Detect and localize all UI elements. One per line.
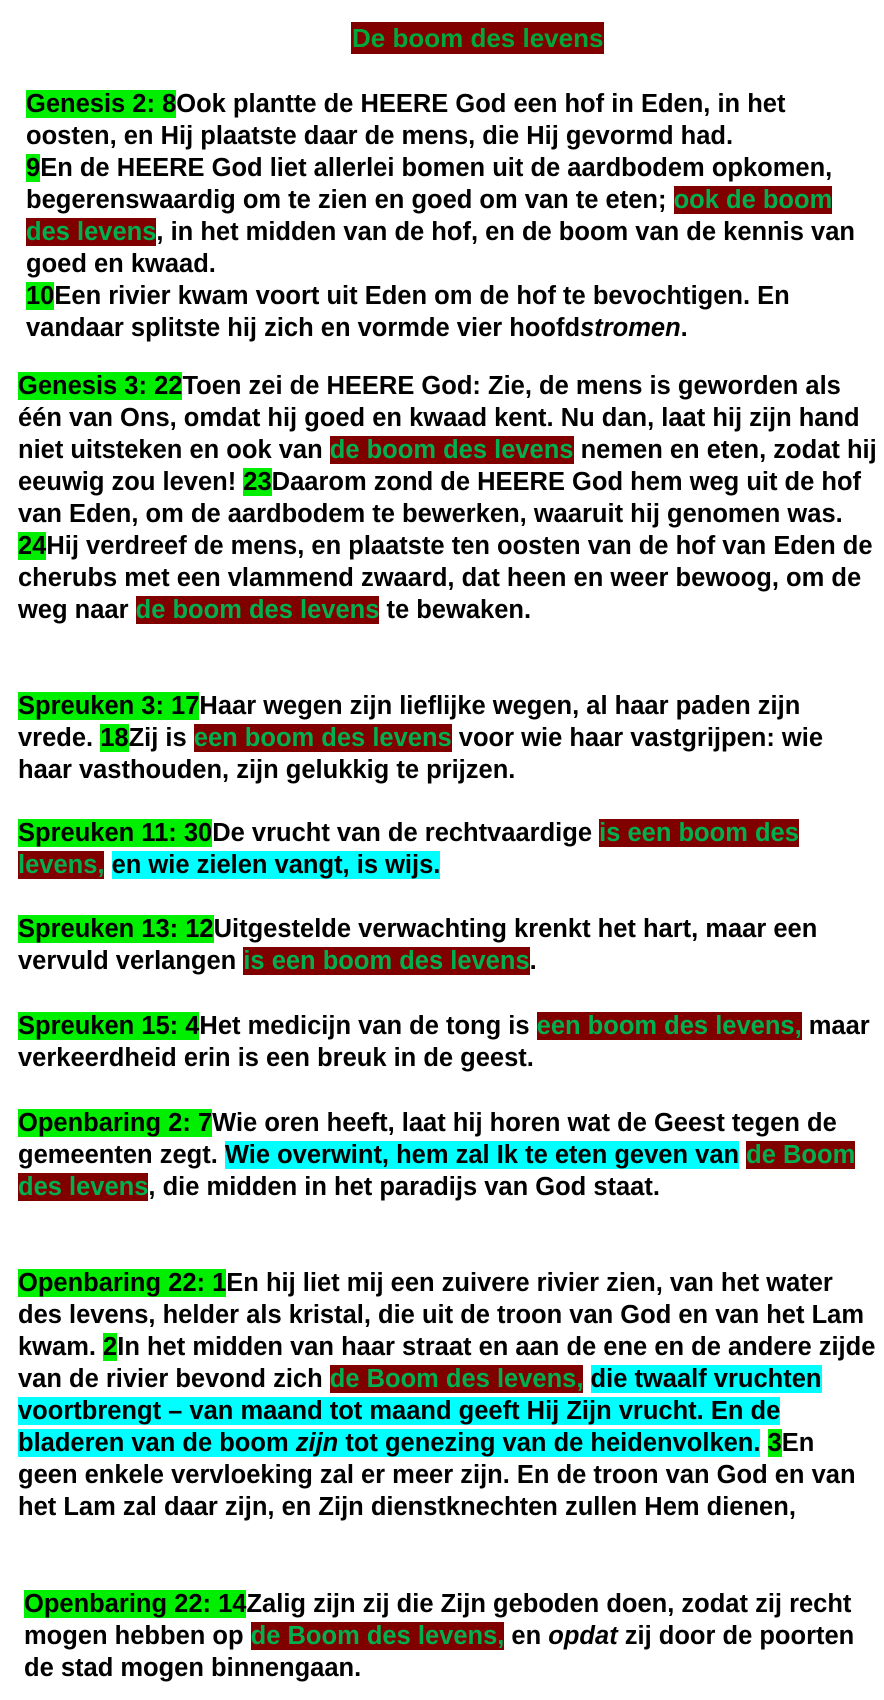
verse-number: 3	[767, 1429, 782, 1457]
tree-of-life-highlight: de boom des levens	[329, 436, 574, 464]
tree-of-life-highlight: een boom des levens	[193, 724, 452, 752]
page-title: De boom des levens	[352, 23, 604, 53]
verse-text	[760, 1429, 767, 1457]
cyan-highlight: en wie zielen vangt, is wijs.	[111, 851, 441, 879]
passage-openbaring-22-14	[24, 1588, 879, 1684]
verse-text: te bewaken.	[379, 596, 532, 624]
passage-spreuken-15-4	[18, 1010, 878, 1074]
verse-text: Wie oren heeft, laat hij horen wat de Geest tegen de gemeenten zegt.	[18, 1109, 837, 1169]
verse-text: De vrucht van de rechtvaardige	[212, 819, 600, 847]
passage-genesis-2-8	[26, 88, 876, 344]
verse-text: maar verkeerdheid erin is een breuk in de geest.	[18, 1012, 870, 1072]
verse-reference: Spreuken 3: 17	[18, 692, 200, 720]
tree-of-life-highlight: is een boom des levens,	[18, 819, 799, 879]
verse-text-italic: zijn	[295, 1429, 339, 1457]
passage-openbaring-22-1	[18, 1267, 878, 1523]
verse-reference: Spreuken 13: 12	[18, 915, 214, 943]
passage-spreuken-11-30	[18, 817, 878, 881]
tree-of-life-highlight: de boom des levens	[135, 596, 380, 624]
tree-of-life-highlight: ook de boom des levens	[26, 186, 833, 246]
verse-text: Daarom zond de HEERE God hem weg uit de hof van Eden, om de aardbodem te bewerken, waaruit hij genomen was.	[18, 468, 862, 528]
tree-of-life-highlight: de Boom des levens	[18, 1141, 856, 1201]
verse-number: 23	[243, 468, 272, 496]
verse-text: Zalig zijn zij die Zijn geboden doen, zodat zij recht mogen hebben op	[24, 1590, 852, 1650]
tree-of-life-highlight: een boom des levens,	[536, 1012, 802, 1040]
verse-text: En hij liet mij een zuivere rivier zien, van het water des levens, helder als kristal, die uit de troon van God en van het Lam kwam.	[18, 1269, 864, 1361]
verse-text: Zij is	[128, 724, 194, 752]
verse-reference: Spreuken 11: 30	[18, 819, 213, 847]
verse-text: En de HEERE God liet allerlei bomen uit de aardbodem opkomen, begerenswaardig om te zien en goed om van te eten;	[26, 154, 833, 214]
verse-text: zij door de poorten de stad mogen binnengaan.	[24, 1622, 855, 1682]
verse-text	[583, 1365, 590, 1393]
verse-number: 18	[100, 724, 129, 752]
verse-text: , in het midden van de hof, en de boom van de kennis van goed en kwaad.	[26, 218, 855, 278]
verse-text: Een rivier kwam voort uit Eden om de hof te bevochtigen. En vandaar splitste hij zich en vormde vier hoofd	[26, 282, 790, 342]
verse-text-italic: opdat	[548, 1622, 618, 1650]
passage-genesis-3-22	[18, 370, 878, 626]
verse-number: 2	[103, 1333, 118, 1361]
verse-text-italic: stromen	[580, 314, 681, 342]
tree-of-life-highlight: is een boom des levens	[243, 947, 530, 975]
verse-text: , die midden in het paradijs van God staat.	[148, 1173, 660, 1201]
verse-text: Haar wegen zijn lieflijke wegen, al haar paden zijn vrede.	[18, 692, 801, 752]
verse-number: 10	[26, 282, 55, 310]
verse-text: voor wie haar vastgrijpen: wie haar vasthouden, zijn gelukkig te prijzen.	[18, 724, 824, 784]
verse-text: .	[680, 314, 688, 342]
verse-reference: Genesis 2: 8	[26, 90, 177, 118]
verse-text: Toen zei de HEERE God: Zie, de mens is geworden als één van Ons, omdat hij goed en kwaad kent. Nu dan, laat hij zijn hand niet uitsteken en ook van	[18, 372, 860, 464]
verse-reference: Openbaring 22: 1	[18, 1269, 227, 1297]
verse-reference: Genesis 3: 22	[18, 372, 183, 400]
tree-of-life-highlight: de Boom des levens,	[250, 1622, 505, 1650]
verse-text: In het midden van haar straat en aan de ene en de andere zijde van de rivier bevond zich	[18, 1333, 876, 1393]
verse-number: 9	[26, 154, 41, 182]
verse-text: .	[529, 947, 537, 975]
verse-reference: Openbaring 22: 14	[24, 1590, 247, 1618]
verse-reference: Spreuken 15: 4	[18, 1012, 200, 1040]
verse-text: Ook plantte de HEERE God een hof in Eden, in het oosten, en Hij plaatste daar de mens, die Hij gevormd had.	[26, 90, 786, 150]
verse-text: Uitgestelde verwachting krenkt het hart, maar een vervuld verlangen	[18, 915, 818, 975]
verse-text: Hij verdreef de mens, en plaatste ten oosten van de hof van Eden de cherubs met een vlammend zwaard, dat heen en weer bewoog, om de weg naar	[18, 532, 873, 624]
verse-text: Het medicijn van de tong is	[199, 1012, 537, 1040]
tree-of-life-highlight: de Boom des levens,	[329, 1365, 584, 1393]
passage-openbaring-2-7	[18, 1107, 878, 1203]
passage-spreuken-13-12	[18, 913, 878, 977]
verse-text	[104, 851, 111, 879]
verse-text: die twaalf vruchten voortbrengt – van maand tot maand geeft Hij Zijn vrucht. En de bladeren van de boom	[18, 1365, 822, 1457]
verse-text: En geen enkele vervloeking zal er meer zijn. En de troon van God en van het Lam zal daar zijn, en Zijn dienstknechten zullen Hem dienen,	[18, 1429, 856, 1521]
verse-number: 24	[18, 532, 47, 560]
verse-text: tot genezing van de heidenvolken.	[338, 1429, 761, 1457]
verse-text: en	[504, 1622, 549, 1650]
passage-spreuken-3-17	[18, 690, 878, 786]
verse-text: nemen en eten, zodat hij eeuwig zou leven!	[18, 436, 877, 496]
cyan-highlight: Wie overwint, hem zal Ik te eten geven van	[224, 1141, 740, 1169]
verse-reference: Openbaring 2: 7	[18, 1109, 213, 1137]
